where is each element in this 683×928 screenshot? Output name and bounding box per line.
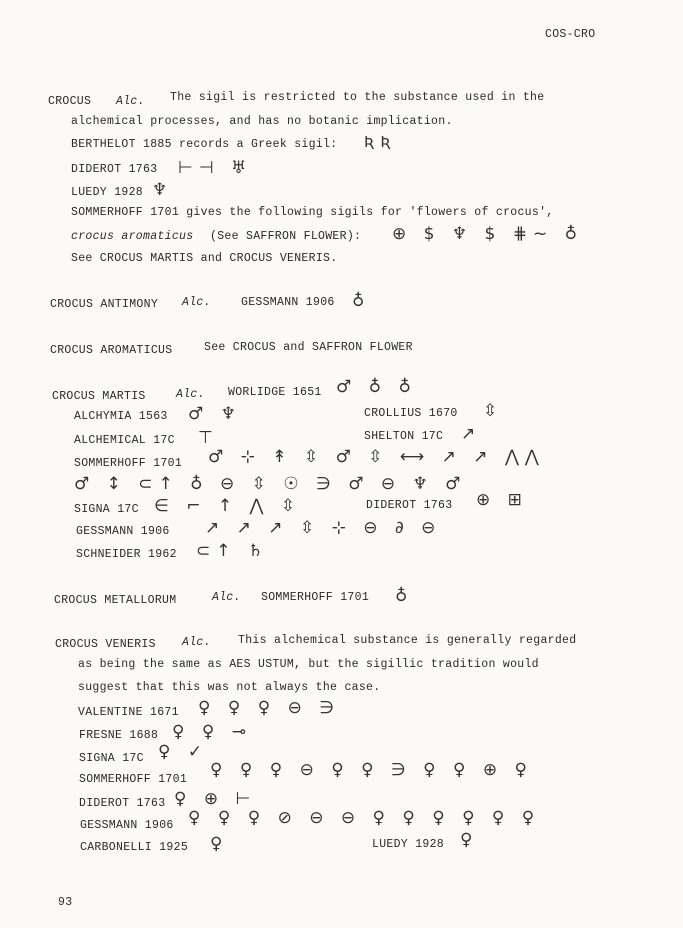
entry-headword: CROCUS AROMATICUS: [50, 344, 173, 357]
alc-label: Alc.: [182, 296, 211, 309]
sigil-glyphs: ♂ ↕ ⊂↑ ♁ ⊖ ⇳ ☉ ∋ ♂ ⊖ ♆ ♂: [74, 474, 467, 494]
sigil-glyphs: ⊕ $ ♆ $ ⋕~ ♁: [392, 224, 584, 244]
sigil-glyphs: ƦƦ: [364, 133, 397, 151]
source-citation: SIGNA 17C: [74, 503, 139, 516]
sigil-glyphs: ♆: [152, 180, 174, 200]
entry-headword: CROCUS VENERIS: [55, 638, 156, 651]
description-line: SOMMERHOFF 1701 gives the following sigils for 'flowers of crocus',: [71, 206, 554, 219]
sigil-glyphs: ♂ ♁ ♁: [336, 377, 417, 397]
source-citation: SIGNA 17C: [79, 752, 144, 765]
alc-label: Alc.: [116, 95, 145, 108]
alc-label: Alc.: [176, 388, 205, 401]
source-citation: DIDEROT 1763: [71, 163, 158, 176]
source-citation: SOMMERHOFF 1701: [74, 457, 183, 470]
sigil-glyphs: ♁: [352, 291, 371, 311]
alc-label: Alc.: [182, 636, 211, 649]
source-citation: SHELTON 17C: [364, 430, 444, 443]
sigil-glyphs: ⇳: [483, 401, 504, 421]
source-citation: LUEDY 1928: [372, 838, 445, 851]
cross-reference: See CROCUS and SAFFRON FLOWER: [204, 341, 413, 354]
sigil-glyphs: ♀ ✓: [158, 742, 209, 762]
sigil-glyphs: ♁: [395, 586, 414, 606]
source-citation: SOMMERHOFF 1701: [79, 773, 188, 786]
sigil-glyphs: ♂ ♆: [188, 404, 242, 424]
sigil-glyphs: ♀ ⊕ ⊢: [174, 789, 257, 809]
entry-headword: CROCUS MARTIS: [52, 390, 146, 403]
sigil-glyphs: ↗ ↗ ↗ ⇳ ⊹ ⊖ ∂ ⊖: [205, 518, 442, 538]
sigil-glyphs: ♀ ♀ ♀ ⊖ ∋: [198, 698, 341, 718]
entry-headword: CROCUS: [48, 95, 92, 108]
entry-headword: CROCUS METALLORUM: [54, 594, 177, 607]
sigil-glyphs: ⊕ ⊞: [476, 490, 528, 510]
sigil-glyphs: ♀ ♀ ⊸: [172, 722, 252, 742]
source-citation: WORLIDGE 1651: [228, 386, 322, 399]
sigil-glyphs: ⊤: [198, 428, 219, 448]
source-citation: ALCHEMICAL 17C: [74, 434, 175, 447]
sigil-glyphs: ↗: [461, 424, 482, 444]
source-citation: GESSMANN 1906: [80, 819, 174, 832]
description-line: The sigil is restricted to the substance used in the: [170, 91, 545, 104]
entry-headword: CROCUS ANTIMONY: [50, 298, 159, 311]
cross-reference: (See SAFFRON FLOWER):: [210, 230, 362, 243]
source-citation: SOMMERHOFF 1701: [261, 591, 370, 604]
source-citation: GESSMANN 1906: [76, 525, 170, 538]
sigil-glyphs: ∈ ⌐ ↑ ⋀ ⇳: [154, 496, 302, 516]
sigil-glyphs: ♀: [460, 830, 479, 850]
description-line: This alchemical substance is generally regarded: [238, 634, 577, 647]
running-header: COS-CRO: [545, 28, 596, 41]
source-citation: BERTHELOT 1885 records a Greek sigil:: [71, 138, 338, 151]
sigil-glyphs: ⊢⊣ ♅: [178, 158, 253, 178]
sigil-glyphs: ⊂↑ ♄: [196, 541, 270, 561]
source-citation: LUEDY 1928: [71, 186, 144, 199]
source-citation: GESSMANN 1906: [241, 296, 335, 309]
description-line: as being the same as AES USTUM, but the sigillic tradition would: [78, 658, 539, 671]
description-line: suggest that this was not always the case.: [78, 681, 381, 694]
source-citation: CROLLIUS 1670: [364, 407, 458, 420]
latin-term: crocus aromaticus: [71, 230, 194, 243]
source-citation: CARBONELLI 1925: [80, 841, 189, 854]
source-citation: DIDEROT 1763: [366, 499, 453, 512]
cross-reference: See CROCUS MARTIS and CROCUS VENERIS.: [71, 252, 338, 265]
source-citation: ALCHYMIA 1563: [74, 410, 168, 423]
sigil-glyphs: ♀: [210, 834, 229, 854]
source-citation: FRESNE 1688: [79, 729, 159, 742]
page-number: 93: [58, 896, 73, 909]
sigil-glyphs: ♀ ♀ ♀ ⊖ ♀ ♀ ∋ ♀ ♀ ⊕ ♀: [210, 760, 533, 780]
sigil-glyphs: ♀ ♀ ♀ ⊘ ⊖ ⊖ ♀ ♀ ♀ ♀ ♀ ♀: [188, 808, 541, 828]
description-line: alchemical processes, and has no botanic implication.: [71, 115, 453, 128]
source-citation: SCHNEIDER 1962: [76, 548, 177, 561]
alc-label: Alc.: [212, 591, 241, 604]
source-citation: VALENTINE 1671: [78, 706, 179, 719]
sigil-glyphs: ♂ ⊹ ↟ ⇳ ♂ ⇳ ⟷ ↗ ↗ ⋀⋀: [208, 447, 545, 467]
source-citation: DIDEROT 1763: [79, 797, 166, 810]
